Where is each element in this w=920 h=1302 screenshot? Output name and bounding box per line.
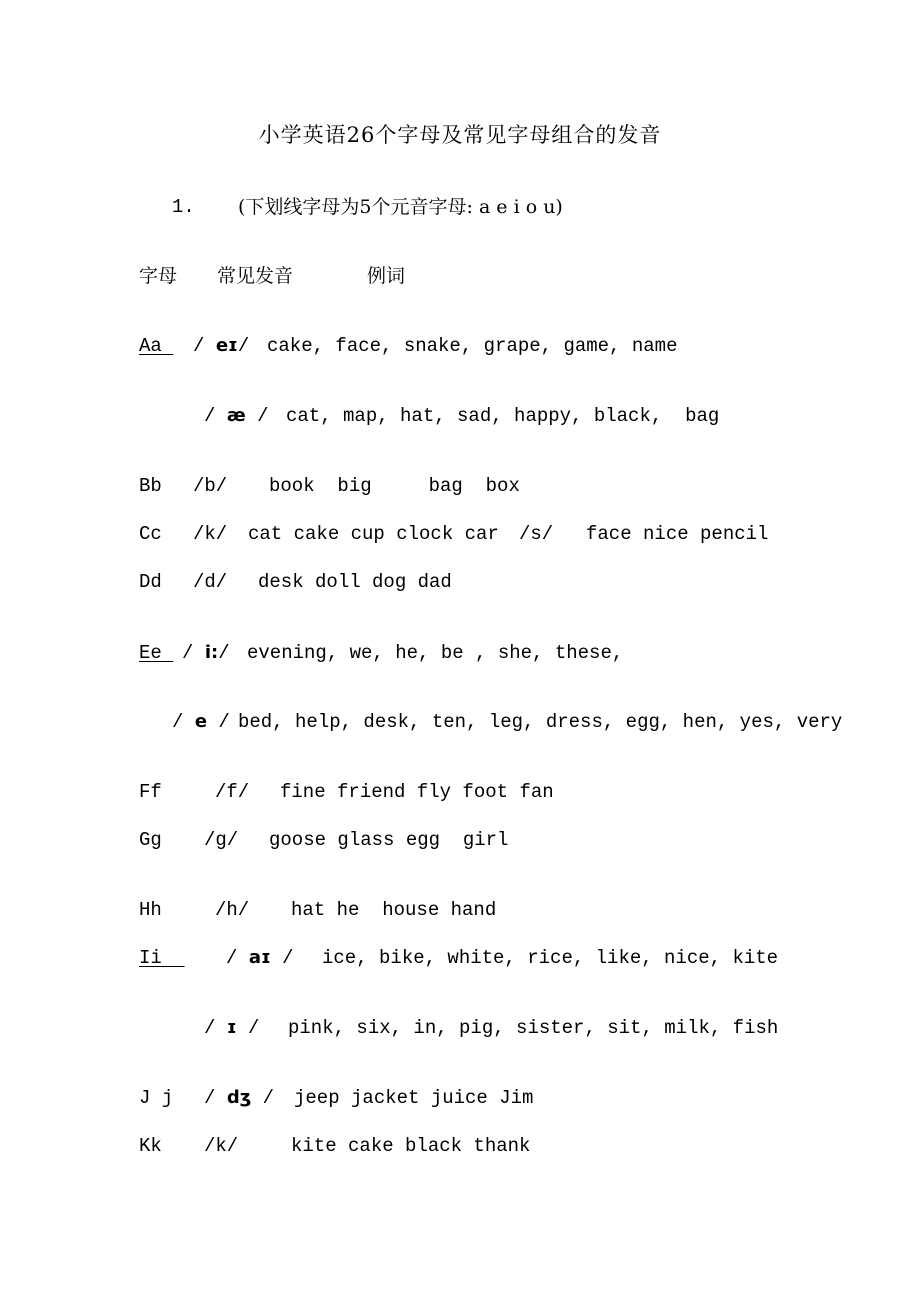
letter-jj: J j — [139, 1087, 174, 1109]
vowel-note: (下划线字母为5个元音字母: a e i o u) — [238, 196, 563, 218]
ipa-symbol: e — [194, 711, 208, 732]
examples-kk: kite cake black thank — [291, 1135, 531, 1157]
section-number: 1. — [172, 196, 195, 218]
letter-gg: Gg — [139, 829, 162, 851]
letter-ii: Ii — [139, 947, 185, 969]
ipa-symbol: ɪ — [226, 1017, 237, 1038]
slash-close: / — [207, 711, 230, 733]
slash-open: / — [204, 1087, 227, 1109]
letter-aa: Aa — [139, 335, 174, 357]
ipa-symbol: dʒ — [226, 1087, 252, 1108]
sound-ee — [182, 641, 230, 665]
examples-ii-2: pink, six, in, pig, sister, sit, milk, fish — [288, 1017, 779, 1039]
sound-aa-2 — [204, 404, 269, 428]
sound-bb: /b/ — [193, 475, 228, 497]
slash-close: / — [236, 1017, 260, 1039]
examples-bb: book big bag box — [269, 475, 520, 497]
examples-ee: evening, we, he, be , she, these, — [247, 642, 624, 664]
examples-gg: goose glass egg girl — [269, 829, 509, 851]
letter-ee: Ee — [139, 642, 174, 664]
ipa-symbol: æ — [226, 405, 246, 426]
slash-close: / — [245, 405, 269, 427]
slash-close: / — [251, 1087, 275, 1109]
sound-dd: /d/ — [193, 571, 228, 593]
sound-kk: /k/ — [204, 1135, 239, 1157]
letter-hh: Hh — [139, 899, 162, 921]
slash-close: / — [218, 642, 230, 664]
examples-aa: cake, face, snake, grape, game, name — [267, 335, 678, 357]
ipa-symbol: i: — [204, 642, 219, 663]
examples-cc: cat cake cup clock car — [248, 523, 499, 545]
header-sound: 常见发音 — [217, 265, 294, 287]
sound-ii-2 — [204, 1016, 259, 1040]
sound-ee-2 — [172, 710, 230, 734]
examples-ii: ice, bike, white, rice, like, nice, kite — [322, 947, 779, 969]
page-title: 小学英语26个字母及常见字母组合的发音 — [258, 123, 662, 147]
examples-ee-2: bed, help, desk, ten, leg, dress, egg, hen, yes, very — [238, 711, 843, 733]
letter-bb: Bb — [139, 475, 162, 497]
examples-hh: hat he house hand — [291, 899, 497, 921]
examples-ff: fine friend fly foot fan — [280, 781, 554, 803]
slash-open: / — [204, 405, 227, 427]
ipa-symbol: aɪ — [248, 947, 271, 968]
examples-cc-2: face nice pencil — [586, 523, 769, 545]
letter-kk: Kk — [139, 1135, 162, 1157]
sound-hh: /h/ — [215, 899, 250, 921]
slash-open: / — [204, 1017, 227, 1039]
examples-dd: desk doll dog dad — [258, 571, 452, 593]
sound-aa — [193, 334, 249, 358]
sound-jj — [204, 1086, 274, 1110]
letter-dd: Dd — [139, 571, 162, 593]
slash-open: / — [226, 947, 249, 969]
sound-gg: /g/ — [204, 829, 239, 851]
examples-aa-2: cat, map, hat, sad, happy, black, bag — [286, 405, 720, 427]
slash-open: / — [172, 711, 195, 733]
slash-open: / — [193, 335, 216, 357]
examples-jj: jeep jacket juice Jim — [294, 1087, 534, 1109]
slash-close: / — [270, 947, 294, 969]
ipa-symbol: eɪ — [215, 335, 238, 356]
slash-close: / — [237, 335, 250, 357]
sound-ii — [226, 946, 294, 970]
header-letter: 字母 — [139, 265, 178, 287]
slash-open: / — [182, 642, 205, 664]
sound-cc-2: /s/ — [519, 523, 554, 545]
header-examples: 例词 — [367, 265, 406, 287]
sound-ff: /f/ — [215, 781, 250, 803]
letter-ff: Ff — [139, 781, 162, 803]
letter-cc: Cc — [139, 523, 162, 545]
sound-cc: /k/ — [193, 523, 228, 545]
